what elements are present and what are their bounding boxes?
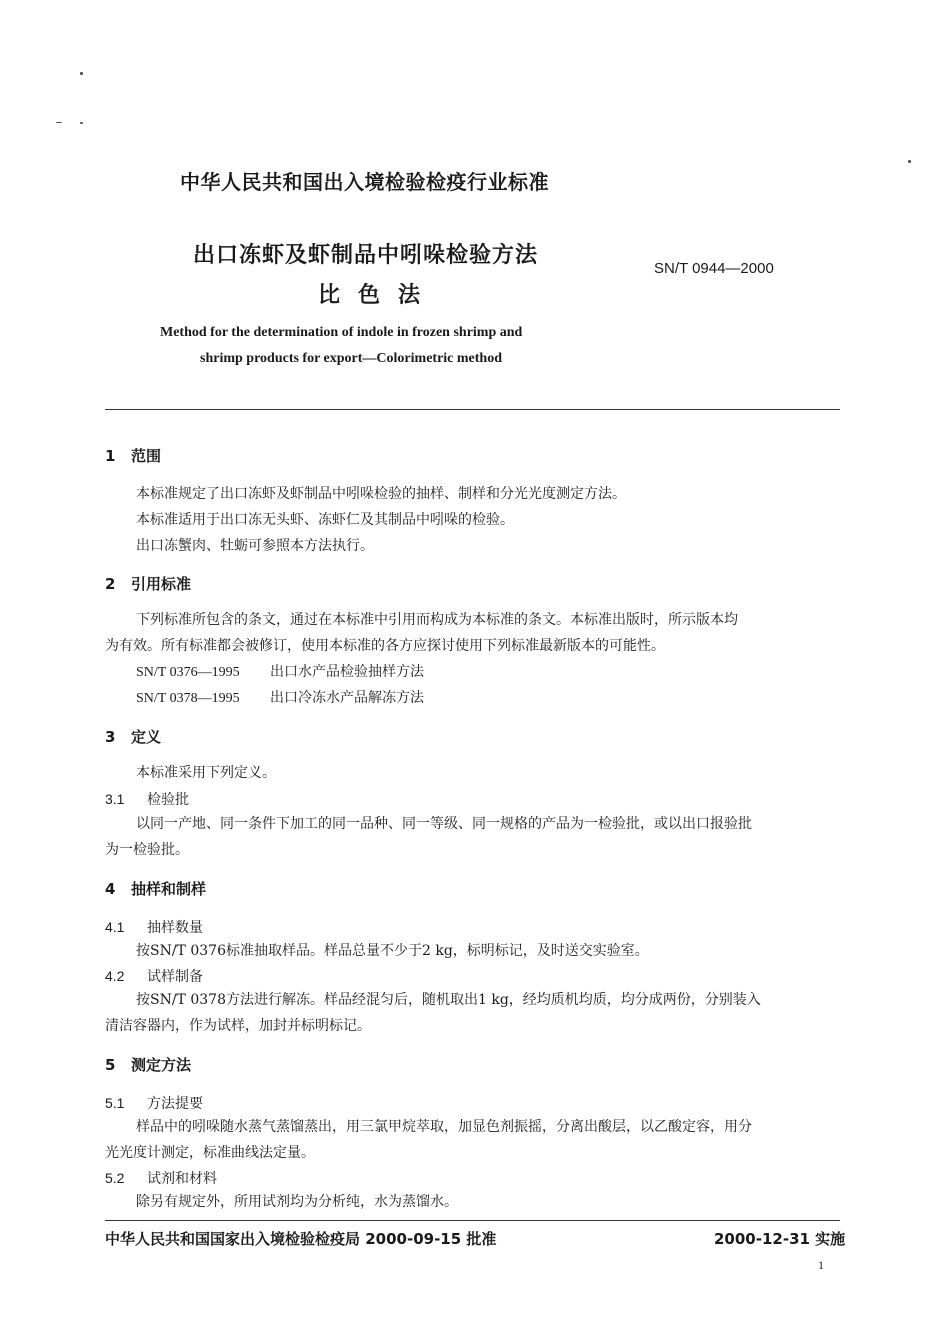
section-title: 定义 — [131, 728, 162, 746]
document-title-en-line1: Method for the determination of indole in frozen shrimp and — [160, 325, 523, 340]
reference-title: 出口水产品检验抽样方法 — [270, 664, 424, 680]
standard-code: SN/T 0944—2000 — [654, 260, 774, 277]
reference-item — [136, 685, 424, 712]
paragraph-line: 下列标准所包含的条文，通过在本标准中引用而构成为本标准的条文。本标准出版时，所示版本均 — [136, 612, 738, 628]
section-heading-5 — [105, 1054, 191, 1075]
subsection-title: 抽样数量 — [147, 920, 203, 936]
document-subtitle-cn: 比色法 — [318, 283, 439, 308]
document-title-cn: 出口冻虾及虾制品中吲哚检验方法 — [193, 243, 539, 268]
paragraph: 按SN/T 0376标准抽取样品。样品总量不少于2 kg，标明标记，及时送交实验室。 — [136, 943, 649, 959]
section-number: 3 — [105, 728, 116, 746]
section-title: 测定方法 — [131, 1056, 192, 1074]
page-number: 1 — [818, 1258, 824, 1272]
paragraph: 除另有规定外，所用试剂均为分析纯，水为蒸馏水。 — [136, 1194, 458, 1210]
paragraph: 出口冻蟹肉、牡蛎可参照本方法执行。 — [136, 538, 374, 554]
paragraph-line: 为一检验批。 — [105, 842, 189, 858]
section-heading-1 — [105, 445, 161, 466]
implementation-date: 2000-12-31 实施 — [714, 1230, 846, 1248]
paragraph-line: 光光度计测定，标准曲线法定量。 — [105, 1145, 315, 1161]
approval-statement: 中华人民共和国国家出入境检验检疫局 2000-09-15 批准 — [105, 1230, 497, 1248]
scan-speck — [80, 72, 83, 75]
paragraph-line: 样品中的吲哚随水蒸气蒸馏蒸出，用三氯甲烷萃取，加显色剂振摇，分离出酸层，以乙酸定容，用分 — [136, 1119, 752, 1135]
subsection-title: 检验批 — [147, 792, 189, 808]
subsection-title: 试剂和材料 — [147, 1171, 217, 1187]
section-heading-3 — [105, 726, 161, 747]
section-number: 2 — [105, 575, 116, 593]
paragraph-line: 按SN/T 0378方法进行解冻。样品经混匀后，随机取出1 kg，经均质机均质，均分成两份，分别装入 — [136, 992, 761, 1008]
subsection-number: 5.2 — [105, 1170, 125, 1186]
section-title: 范围 — [131, 447, 162, 465]
subsection-title: 方法提要 — [147, 1096, 203, 1112]
subsection-heading-4-1 — [105, 917, 203, 937]
subsection-number: 5.1 — [105, 1095, 125, 1111]
paragraph: 本标准采用下列定义。 — [136, 765, 276, 781]
document-title-en-line2: shrimp products for export—Colorimetric method — [200, 351, 502, 366]
scan-speck — [908, 160, 911, 163]
subsection-heading-3-1 — [105, 789, 189, 809]
section-number: 4 — [105, 880, 116, 898]
section-title: 引用标准 — [131, 575, 192, 593]
subsection-title: 试样制备 — [147, 969, 203, 985]
reference-code: SN/T 0376—1995 — [136, 665, 240, 680]
subsection-heading-5-2 — [105, 1168, 217, 1188]
reference-title: 出口冷冻水产品解冻方法 — [270, 690, 424, 706]
section-title: 抽样和制样 — [131, 880, 207, 898]
paragraph-line: 以同一产地、同一条件下加工的同一品种、同一等级、同一规格的产品为一检验批，或以出口报验批 — [136, 816, 752, 832]
subsection-heading-4-2 — [105, 966, 203, 986]
paragraph-line: 为有效。所有标准都会被修订，使用本标准的各方应探讨使用下列标准最新版本的可能性。 — [105, 638, 665, 654]
footer-divider — [105, 1220, 840, 1221]
reference-code: SN/T 0378—1995 — [136, 691, 240, 706]
section-heading-2 — [105, 573, 191, 594]
reference-item — [136, 659, 424, 686]
issuer-line: 中华人民共和国出入境检验检疫行业标准 — [180, 170, 549, 194]
paragraph-line: 清洁容器内，作为试样，加封并标明标记。 — [105, 1018, 371, 1034]
subsection-number: 3.1 — [105, 791, 125, 807]
header-divider — [105, 409, 840, 410]
paragraph: 本标准适用于出口冻无头虾、冻虾仁及其制品中吲哚的检验。 — [136, 512, 514, 528]
section-number: 1 — [105, 447, 116, 465]
paragraph: 本标准规定了出口冻虾及虾制品中吲哚检验的抽样、制样和分光光度测定方法。 — [136, 486, 626, 502]
subsection-heading-5-1 — [105, 1093, 203, 1113]
subsection-number: 4.2 — [105, 968, 125, 984]
subsection-number: 4.1 — [105, 919, 125, 935]
scan-speck — [56, 122, 62, 123]
scan-speck — [80, 122, 83, 124]
section-number: 5 — [105, 1056, 116, 1074]
section-heading-4 — [105, 878, 206, 899]
